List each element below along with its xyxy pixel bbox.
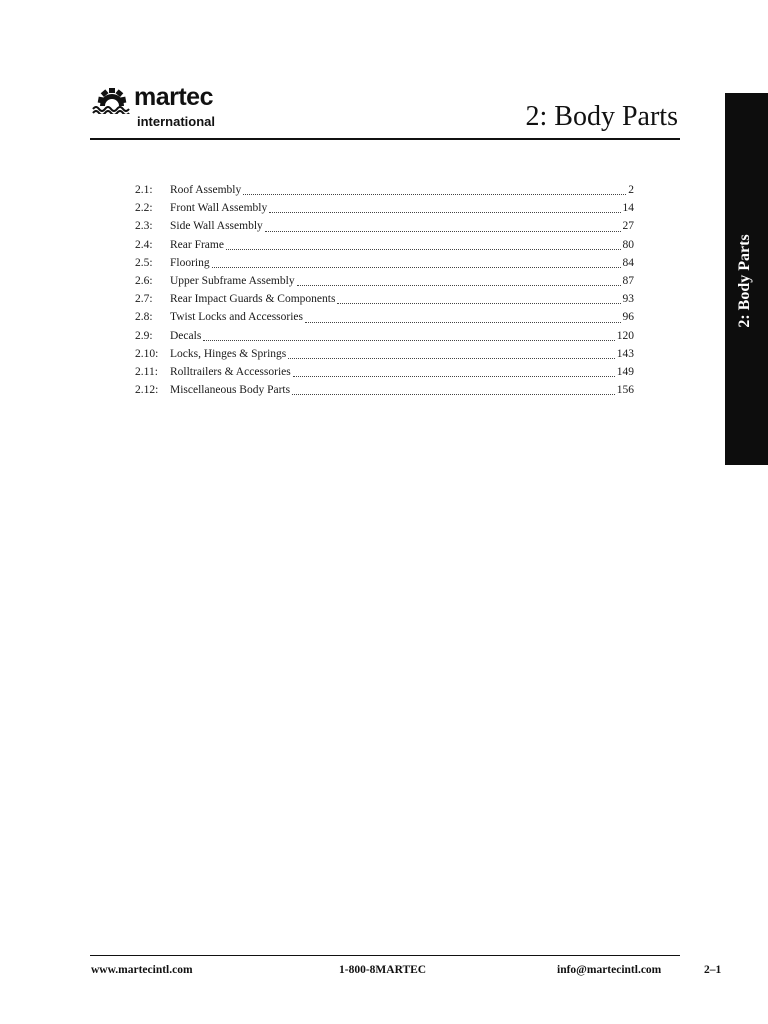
toc-entry-number: 2.4: [135,238,153,251]
logo-wordmark: martec [134,83,213,111]
toc-entry-number: 2.1: [135,184,153,196]
table-of-contents [135,181,634,399]
toc-entry-title[interactable]: Rolltrailers & Accessories [170,365,291,378]
toc-entry-title[interactable]: Twist Locks and Accessories [170,311,304,324]
footer-phone-number: 1-800-8MARTEC [339,964,427,976]
toc-entry-number: 2.11: [135,365,158,378]
toc-entry-page[interactable]: 27 [622,220,634,233]
toc-entry-title[interactable]: Miscellaneous Body Parts [170,384,291,397]
toc-entry-title[interactable]: Front Wall Assembly [170,202,268,215]
toc-entry[interactable] [135,290,634,308]
toc-entry-page[interactable]: 156 [616,384,634,397]
toc-entry[interactable] [135,272,634,290]
toc-dot-leader [265,230,621,232]
toc-entry-page[interactable]: 120 [616,329,634,342]
toc-entry[interactable] [135,236,634,254]
toc-entry[interactable] [135,199,634,217]
toc-entry-title[interactable]: Rear Impact Guards & Components [170,293,336,306]
chapter-title: 2: Body Parts [525,101,678,132]
toc-dot-leader [293,375,615,377]
footer-divider [90,955,680,956]
toc-dot-leader [226,248,621,250]
toc-entry-page[interactable]: 96 [622,311,634,324]
toc-entry-title[interactable]: Upper Subframe Assembly [170,274,295,287]
toc-entry-number: 2.2: [135,202,153,215]
toc-entry-number: 2.5: [135,256,153,269]
toc-entry-number: 2.10: [135,347,159,360]
toc-entry-number: 2.12: [135,384,159,397]
toc-entry-page[interactable]: 143 [616,347,634,360]
toc-entry-number: 2.6: [135,274,153,287]
toc-dot-leader [212,266,621,268]
toc-entry-title[interactable]: Roof Assembly [170,184,242,196]
toc-entry-number: 2.8: [135,311,153,324]
toc-dot-leader [203,339,614,341]
toc-entry[interactable] [135,217,634,235]
toc-entry[interactable] [135,345,634,363]
footer-page-number: 2–1 [704,964,722,976]
toc-entry-page[interactable]: 80 [622,238,634,251]
toc-dot-leader [305,321,620,323]
toc-entry-page[interactable]: 84 [622,256,634,269]
toc-entry-title[interactable]: Flooring [170,256,210,269]
toc-dot-leader [337,302,620,304]
toc-entry-page[interactable]: 87 [622,274,634,287]
toc-entry-page[interactable]: 93 [622,293,634,306]
toc-entry-page[interactable]: 2 [628,184,634,196]
toc-entry-title[interactable]: Rear Frame [170,238,224,251]
toc-dot-leader [269,211,620,213]
toc-entry-number: 2.9: [135,329,153,342]
toc-entry-number: 2.7: [135,293,153,306]
toc-dot-leader [288,357,614,359]
gear-wave-logo-icon [92,88,132,114]
toc-entry[interactable] [135,381,634,399]
toc-entry-page[interactable]: 149 [616,365,634,378]
toc-entry-title[interactable]: Side Wall Assembly [170,220,263,233]
toc-entry[interactable] [135,363,634,381]
header-divider [90,138,680,140]
toc-entry-page[interactable]: 14 [622,202,634,215]
chapter-side-tab-label: 2: Body Parts [736,234,753,328]
toc-entry-title[interactable]: Decals [170,329,202,342]
toc-dot-leader [297,284,621,286]
logo-subtitle: international [137,114,216,129]
toc-entry[interactable] [135,308,634,326]
toc-entry-number: 2.3: [135,220,153,233]
toc-dot-leader [292,393,615,395]
toc-entry[interactable] [135,327,634,345]
toc-entry[interactable] [135,254,634,272]
martec-logo [92,83,232,132]
toc-entry-title[interactable]: Locks, Hinges & Springs [170,347,287,360]
toc-entry[interactable] [135,181,634,199]
toc-dot-leader [243,193,626,195]
footer-email-link[interactable]: info@martecintl.com [557,964,662,976]
footer-website-link[interactable]: www.martecintl.com [91,964,193,976]
